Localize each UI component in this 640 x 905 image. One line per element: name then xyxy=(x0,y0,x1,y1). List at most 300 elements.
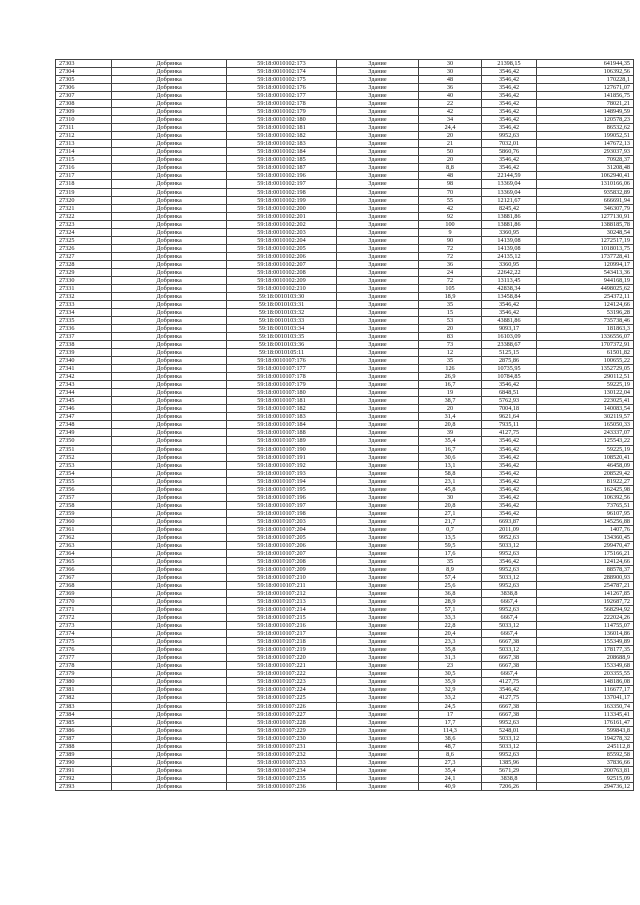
table-row xyxy=(56,694,634,702)
row-number-cell: 27315 xyxy=(56,156,112,164)
object-type-cell: Здание xyxy=(337,148,419,156)
unit-cost-cell: 3546,42 xyxy=(482,453,537,461)
object-type-cell: Здание xyxy=(337,686,419,694)
row-number-cell: 27346 xyxy=(56,405,112,413)
locality-cell: Добрянка xyxy=(112,437,227,445)
locality-cell: Добрянка xyxy=(112,413,227,421)
locality-cell: Добрянка xyxy=(112,445,227,453)
locality-cell: Добрянка xyxy=(112,525,227,533)
area-cell: 17,6 xyxy=(419,549,482,557)
area-cell: 16,7 xyxy=(419,445,482,453)
cadastral-value-cell: 299470,47 xyxy=(537,541,634,549)
table-row xyxy=(56,437,634,445)
unit-cost-cell: 6667,4 xyxy=(482,670,537,678)
object-type-cell: Здание xyxy=(337,702,419,710)
area-cell: 72 xyxy=(419,252,482,260)
row-number-cell: 27368 xyxy=(56,582,112,590)
locality-cell: Добрянка xyxy=(112,260,227,268)
row-number-cell: 27303 xyxy=(56,60,112,68)
object-type-cell: Здание xyxy=(337,670,419,678)
area-cell: 98 xyxy=(419,180,482,188)
table-row xyxy=(56,622,634,630)
table-row xyxy=(56,598,634,606)
area-cell: 105 xyxy=(419,284,482,292)
cadastral-number-cell: 59:18:0010103:35 xyxy=(227,333,337,341)
object-type-cell: Здание xyxy=(337,60,419,68)
area-cell: 13,1 xyxy=(419,461,482,469)
locality-cell: Добрянка xyxy=(112,750,227,758)
locality-cell: Добрянка xyxy=(112,509,227,517)
area-cell: 23,1 xyxy=(419,477,482,485)
locality-cell: Добрянка xyxy=(112,429,227,437)
table-row xyxy=(56,397,634,405)
cadastral-value-cell: 203355,55 xyxy=(537,670,634,678)
cadastral-number-cell: 59:18:0010107:226 xyxy=(227,702,337,710)
object-type-cell: Здание xyxy=(337,533,419,541)
unit-cost-cell: 1385,96 xyxy=(482,758,537,766)
table-row xyxy=(56,268,634,276)
object-type-cell: Здание xyxy=(337,437,419,445)
locality-cell: Добрянка xyxy=(112,325,227,333)
cadastral-number-cell: 59:18:0010102:173 xyxy=(227,60,337,68)
area-cell: 58,8 xyxy=(419,469,482,477)
row-number-cell: 27365 xyxy=(56,557,112,565)
area-cell: 27,1 xyxy=(419,509,482,517)
row-number-cell: 27367 xyxy=(56,574,112,582)
cadastral-number-cell: 59:18:0010102:204 xyxy=(227,236,337,244)
locality-cell: Добрянка xyxy=(112,373,227,381)
cadastral-number-cell: 59:18:0010107:194 xyxy=(227,477,337,485)
locality-cell: Добрянка xyxy=(112,140,227,148)
row-number-cell: 27310 xyxy=(56,116,112,124)
cadastral-value-cell: 114755,07 xyxy=(537,622,634,630)
unit-cost-cell: 10735,95 xyxy=(482,365,537,373)
cadastral-number-cell: 59:18:0010107:230 xyxy=(227,734,337,742)
area-cell: 72 xyxy=(419,244,482,252)
cadastral-value-cell: 70928,37 xyxy=(537,156,634,164)
area-cell: 30,5 xyxy=(419,670,482,678)
row-number-cell: 27335 xyxy=(56,317,112,325)
cadastral-value-cell: 346307,79 xyxy=(537,204,634,212)
locality-cell: Добрянка xyxy=(112,758,227,766)
row-number-cell: 27352 xyxy=(56,453,112,461)
cadastral-value-cell: 1310166,06 xyxy=(537,180,634,188)
cadastral-value-cell: 176161,47 xyxy=(537,718,634,726)
object-type-cell: Здание xyxy=(337,284,419,292)
cadastral-number-cell: 59:18:0010102:179 xyxy=(227,108,337,116)
row-number-cell: 27331 xyxy=(56,284,112,292)
table-row xyxy=(56,172,634,180)
cadastral-value-cell: 145256,88 xyxy=(537,517,634,525)
table-row xyxy=(56,541,634,549)
row-number-cell: 27371 xyxy=(56,606,112,614)
table-row xyxy=(56,557,634,565)
locality-cell: Добрянка xyxy=(112,686,227,694)
locality-cell: Добрянка xyxy=(112,292,227,300)
cadastral-value-cell: 641944,35 xyxy=(537,60,634,68)
locality-cell: Добрянка xyxy=(112,349,227,357)
object-type-cell: Здание xyxy=(337,565,419,573)
object-type-cell: Здание xyxy=(337,766,419,774)
cadastral-number-cell: 59:18:0010107:182 xyxy=(227,405,337,413)
row-number-cell: 27380 xyxy=(56,678,112,686)
cadastral-number-cell: 59:18:0010107:231 xyxy=(227,742,337,750)
cadastral-number-cell: 59:18:0010107:190 xyxy=(227,445,337,453)
object-type-cell: Здание xyxy=(337,204,419,212)
cadastral-number-cell: 59:18:0010107:195 xyxy=(227,485,337,493)
locality-cell: Добрянка xyxy=(112,565,227,573)
unit-cost-cell: 5125,15 xyxy=(482,349,537,357)
cadastral-value-cell: 175166,21 xyxy=(537,549,634,557)
cadastral-number-cell: 59:18:0010102:208 xyxy=(227,268,337,276)
unit-cost-cell: 6667,38 xyxy=(482,710,537,718)
table-row xyxy=(56,678,634,686)
cadastral-value-cell: 294736,12 xyxy=(537,782,634,790)
locality-cell: Добрянка xyxy=(112,60,227,68)
object-type-cell: Здание xyxy=(337,493,419,501)
area-cell: 8,8 xyxy=(419,164,482,172)
cadastral-number-cell: 59:18:0010103:32 xyxy=(227,308,337,316)
cadastral-number-cell: 59:18:0010107:191 xyxy=(227,453,337,461)
locality-cell: Добрянка xyxy=(112,453,227,461)
object-type-cell: Здание xyxy=(337,734,419,742)
table-row xyxy=(56,204,634,212)
unit-cost-cell: 3546,42 xyxy=(482,477,537,485)
area-cell: 20 xyxy=(419,325,482,333)
table-row xyxy=(56,317,634,325)
cadastral-number-cell: 59:18:0010102:178 xyxy=(227,100,337,108)
unit-cost-cell: 3546,42 xyxy=(482,557,537,565)
row-number-cell: 27348 xyxy=(56,421,112,429)
unit-cost-cell: 3546,42 xyxy=(482,445,537,453)
cadastral-value-cell: 944168,19 xyxy=(537,276,634,284)
row-number-cell: 27366 xyxy=(56,565,112,573)
row-number-cell: 27378 xyxy=(56,662,112,670)
cadastral-value-cell: 254787,21 xyxy=(537,582,634,590)
table-row xyxy=(56,100,634,108)
area-cell: 30 xyxy=(419,60,482,68)
table-row xyxy=(56,630,634,638)
table-row xyxy=(56,582,634,590)
table-row xyxy=(56,533,634,541)
unit-cost-cell: 3546,42 xyxy=(482,84,537,92)
cadastral-value-cell: 113345,41 xyxy=(537,710,634,718)
area-cell: 42 xyxy=(419,204,482,212)
table-row xyxy=(56,124,634,132)
cadastral-value-cell: 192687,72 xyxy=(537,598,634,606)
area-cell: 34 xyxy=(419,116,482,124)
locality-cell: Добрянка xyxy=(112,381,227,389)
locality-cell: Добрянка xyxy=(112,638,227,646)
object-type-cell: Здание xyxy=(337,782,419,790)
table-row xyxy=(56,196,634,204)
cadastral-number-cell: 59:18:0010102:197 xyxy=(227,180,337,188)
cadastral-value-cell: 1272517,19 xyxy=(537,236,634,244)
table-row xyxy=(56,220,634,228)
object-type-cell: Здание xyxy=(337,180,419,188)
row-number-cell: 27379 xyxy=(56,670,112,678)
area-cell: 39 xyxy=(419,429,482,437)
cadastral-value-cell: 163350,74 xyxy=(537,702,634,710)
unit-cost-cell: 3546,42 xyxy=(482,156,537,164)
object-type-cell: Здание xyxy=(337,461,419,469)
cadastral-number-cell: 59:18:0010107:179 xyxy=(227,381,337,389)
cadastral-value-cell: 1737728,41 xyxy=(537,252,634,260)
area-cell: 126 xyxy=(419,365,482,373)
table-row xyxy=(56,60,634,68)
table-row xyxy=(56,718,634,726)
object-type-cell: Здание xyxy=(337,541,419,549)
locality-cell: Добрянка xyxy=(112,108,227,116)
object-type-cell: Здание xyxy=(337,188,419,196)
table-row xyxy=(56,646,634,654)
table-row xyxy=(56,469,634,477)
cadastral-value-cell: 222024,26 xyxy=(537,614,634,622)
area-cell: 20,8 xyxy=(419,501,482,509)
locality-cell: Добрянка xyxy=(112,300,227,308)
table-row xyxy=(56,108,634,116)
unit-cost-cell: 6667,38 xyxy=(482,638,537,646)
unit-cost-cell: 13881,86 xyxy=(482,220,537,228)
unit-cost-cell: 3546,42 xyxy=(482,108,537,116)
locality-cell: Добрянка xyxy=(112,622,227,630)
unit-cost-cell: 7032,01 xyxy=(482,140,537,148)
unit-cost-cell: 22144,59 xyxy=(482,172,537,180)
cadastral-number-cell: 59:18:0010107:224 xyxy=(227,686,337,694)
cadastral-number-cell: 59:18:0010102:185 xyxy=(227,156,337,164)
object-type-cell: Здание xyxy=(337,662,419,670)
row-number-cell: 27349 xyxy=(56,429,112,437)
cadastral-value-cell: 31208,48 xyxy=(537,164,634,172)
object-type-cell: Здание xyxy=(337,549,419,557)
locality-cell: Добрянка xyxy=(112,742,227,750)
locality-cell: Добрянка xyxy=(112,124,227,132)
area-cell: 8,6 xyxy=(419,750,482,758)
unit-cost-cell: 3546,42 xyxy=(482,68,537,76)
unit-cost-cell: 13458,84 xyxy=(482,292,537,300)
area-cell: 35,8 xyxy=(419,646,482,654)
cadastral-number-cell: 59:18:0010107:196 xyxy=(227,493,337,501)
object-type-cell: Здание xyxy=(337,630,419,638)
area-cell: 83 xyxy=(419,333,482,341)
table-row xyxy=(56,742,634,750)
table-row xyxy=(56,244,634,252)
row-number-cell: 27362 xyxy=(56,533,112,541)
object-type-cell: Здание xyxy=(337,132,419,140)
table-row xyxy=(56,413,634,421)
area-cell: 35,4 xyxy=(419,766,482,774)
area-cell: 19 xyxy=(419,389,482,397)
unit-cost-cell: 5033,12 xyxy=(482,574,537,582)
cadastral-value-cell: 254372,11 xyxy=(537,292,634,300)
table-row xyxy=(56,389,634,397)
cadastral-value-cell: 155349,89 xyxy=(537,638,634,646)
cadastral-value-cell: 568294,92 xyxy=(537,606,634,614)
unit-cost-cell: 6667,38 xyxy=(482,654,537,662)
row-number-cell: 27382 xyxy=(56,694,112,702)
object-type-cell: Здание xyxy=(337,76,419,84)
cadastral-number-cell: 59:18:0010102:184 xyxy=(227,148,337,156)
unit-cost-cell: 6693,87 xyxy=(482,517,537,525)
unit-cost-cell: 5762,93 xyxy=(482,397,537,405)
table-row xyxy=(56,292,634,300)
cadastral-number-cell: 59:18:0010107:206 xyxy=(227,541,337,549)
cadastral-value-cell: 46458,09 xyxy=(537,461,634,469)
cadastral-value-cell: 208688,9 xyxy=(537,654,634,662)
locality-cell: Добрянка xyxy=(112,734,227,742)
unit-cost-cell: 14139,08 xyxy=(482,236,537,244)
unit-cost-cell: 8245,42 xyxy=(482,204,537,212)
object-type-cell: Здание xyxy=(337,646,419,654)
table-row xyxy=(56,574,634,582)
locality-cell: Добрянка xyxy=(112,710,227,718)
object-type-cell: Здание xyxy=(337,517,419,525)
table-row xyxy=(56,236,634,244)
area-cell: 53 xyxy=(419,317,482,325)
area-cell: 0,7 xyxy=(419,525,482,533)
area-cell: 59,5 xyxy=(419,541,482,549)
cadastral-number-cell: 59:18:0010107:181 xyxy=(227,397,337,405)
cadastral-value-cell: 59225,19 xyxy=(537,381,634,389)
row-number-cell: 27339 xyxy=(56,349,112,357)
cadastral-value-cell: 92515,09 xyxy=(537,774,634,782)
locality-cell: Добрянка xyxy=(112,196,227,204)
cadastral-value-cell: 735738,46 xyxy=(537,317,634,325)
locality-cell: Добрянка xyxy=(112,164,227,172)
cadastral-value-cell: 1277130,91 xyxy=(537,212,634,220)
area-cell: 31,4 xyxy=(419,413,482,421)
cadastral-number-cell: 59:18:0010107:189 xyxy=(227,437,337,445)
table-row xyxy=(56,421,634,429)
cadastral-number-cell: 59:18:0010107:229 xyxy=(227,726,337,734)
area-cell: 48 xyxy=(419,172,482,180)
locality-cell: Добрянка xyxy=(112,654,227,662)
area-cell: 28,9 xyxy=(419,598,482,606)
object-type-cell: Здание xyxy=(337,654,419,662)
unit-cost-cell: 6667,4 xyxy=(482,598,537,606)
locality-cell: Добрянка xyxy=(112,533,227,541)
object-type-cell: Здание xyxy=(337,710,419,718)
row-number-cell: 27340 xyxy=(56,357,112,365)
table-row xyxy=(56,92,634,100)
object-type-cell: Здание xyxy=(337,574,419,582)
cadastral-value-cell: 88578,37 xyxy=(537,565,634,573)
cadastral-value-cell: 78021,21 xyxy=(537,100,634,108)
area-cell: 12 xyxy=(419,349,482,357)
unit-cost-cell: 6667,4 xyxy=(482,614,537,622)
cadastral-number-cell: 59:18:0010102:182 xyxy=(227,132,337,140)
row-number-cell: 27385 xyxy=(56,718,112,726)
table-row xyxy=(56,381,634,389)
object-type-cell: Здание xyxy=(337,389,419,397)
row-number-cell: 27393 xyxy=(56,782,112,790)
cadastral-value-cell: 288900,93 xyxy=(537,574,634,582)
object-type-cell: Здание xyxy=(337,726,419,734)
cadastral-number-cell: 59:18:0010107:212 xyxy=(227,590,337,598)
table-row xyxy=(56,188,634,196)
cadastral-number-cell: 59:18:0010102:183 xyxy=(227,140,337,148)
cadastral-value-cell: 124124,66 xyxy=(537,300,634,308)
row-number-cell: 27356 xyxy=(56,485,112,493)
cadastral-number-cell: 59:18:0010107:197 xyxy=(227,501,337,509)
cadastral-number-cell: 59:18:0010102:206 xyxy=(227,252,337,260)
cadastral-value-cell: 85592,58 xyxy=(537,750,634,758)
cadastral-number-cell: 59:18:0010107:192 xyxy=(227,461,337,469)
area-cell: 48,7 xyxy=(419,742,482,750)
locality-cell: Добрянка xyxy=(112,461,227,469)
area-cell: 24,5 xyxy=(419,702,482,710)
table-row xyxy=(56,525,634,533)
unit-cost-cell: 3546,42 xyxy=(482,469,537,477)
table-row xyxy=(56,445,634,453)
cadastral-value-cell: 1352729,05 xyxy=(537,365,634,373)
object-type-cell: Здание xyxy=(337,590,419,598)
object-type-cell: Здание xyxy=(337,365,419,373)
area-cell: 57,4 xyxy=(419,574,482,582)
cadastral-number-cell: 59:18:0010102:187 xyxy=(227,164,337,172)
area-cell: 32,9 xyxy=(419,686,482,694)
cadastral-number-cell: 59:18:0010107:218 xyxy=(227,638,337,646)
unit-cost-cell: 9952,63 xyxy=(482,750,537,758)
locality-cell: Добрянка xyxy=(112,614,227,622)
table-row xyxy=(56,654,634,662)
object-type-cell: Здание xyxy=(337,397,419,405)
cadastral-value-cell: 153349,68 xyxy=(537,662,634,670)
locality-cell: Добрянка xyxy=(112,188,227,196)
object-type-cell: Здание xyxy=(337,509,419,517)
area-cell: 35 xyxy=(419,300,482,308)
object-type-cell: Здание xyxy=(337,228,419,236)
unit-cost-cell: 7935,11 xyxy=(482,421,537,429)
locality-cell: Добрянка xyxy=(112,308,227,316)
area-cell: 13,5 xyxy=(419,533,482,541)
row-number-cell: 27360 xyxy=(56,517,112,525)
object-type-cell: Здание xyxy=(337,116,419,124)
cadastral-number-cell: 59:18:0010107:205 xyxy=(227,533,337,541)
cadastral-value-cell: 245112,8 xyxy=(537,742,634,750)
cadastral-value-cell: 1707372,91 xyxy=(537,341,634,349)
table-row xyxy=(56,164,634,172)
row-number-cell: 27320 xyxy=(56,196,112,204)
table-row xyxy=(56,485,634,493)
cadastral-value-cell: 130122,04 xyxy=(537,389,634,397)
locality-cell: Добрянка xyxy=(112,357,227,365)
area-cell: 25,6 xyxy=(419,582,482,590)
unit-cost-cell: 3546,42 xyxy=(482,686,537,694)
object-type-cell: Здание xyxy=(337,606,419,614)
unit-cost-cell: 3546,42 xyxy=(482,92,537,100)
cadastral-number-cell: 59:18:0010105:11 xyxy=(227,349,337,357)
locality-cell: Добрянка xyxy=(112,582,227,590)
unit-cost-cell: 43881,86 xyxy=(482,317,537,325)
unit-cost-cell: 22642,22 xyxy=(482,268,537,276)
unit-cost-cell: 6667,38 xyxy=(482,702,537,710)
unit-cost-cell: 12121,67 xyxy=(482,196,537,204)
object-type-cell: Здание xyxy=(337,260,419,268)
unit-cost-cell: 21398,15 xyxy=(482,60,537,68)
area-cell: 23,3 xyxy=(419,638,482,646)
cadastral-number-cell: 59:18:0010107:219 xyxy=(227,646,337,654)
locality-cell: Добрянка xyxy=(112,268,227,276)
locality-cell: Добрянка xyxy=(112,557,227,565)
area-cell: 22,8 xyxy=(419,622,482,630)
row-number-cell: 27353 xyxy=(56,461,112,469)
locality-cell: Добрянка xyxy=(112,220,227,228)
object-type-cell: Здание xyxy=(337,678,419,686)
table-row xyxy=(56,276,634,284)
area-cell: 50 xyxy=(419,148,482,156)
area-cell: 72 xyxy=(419,276,482,284)
